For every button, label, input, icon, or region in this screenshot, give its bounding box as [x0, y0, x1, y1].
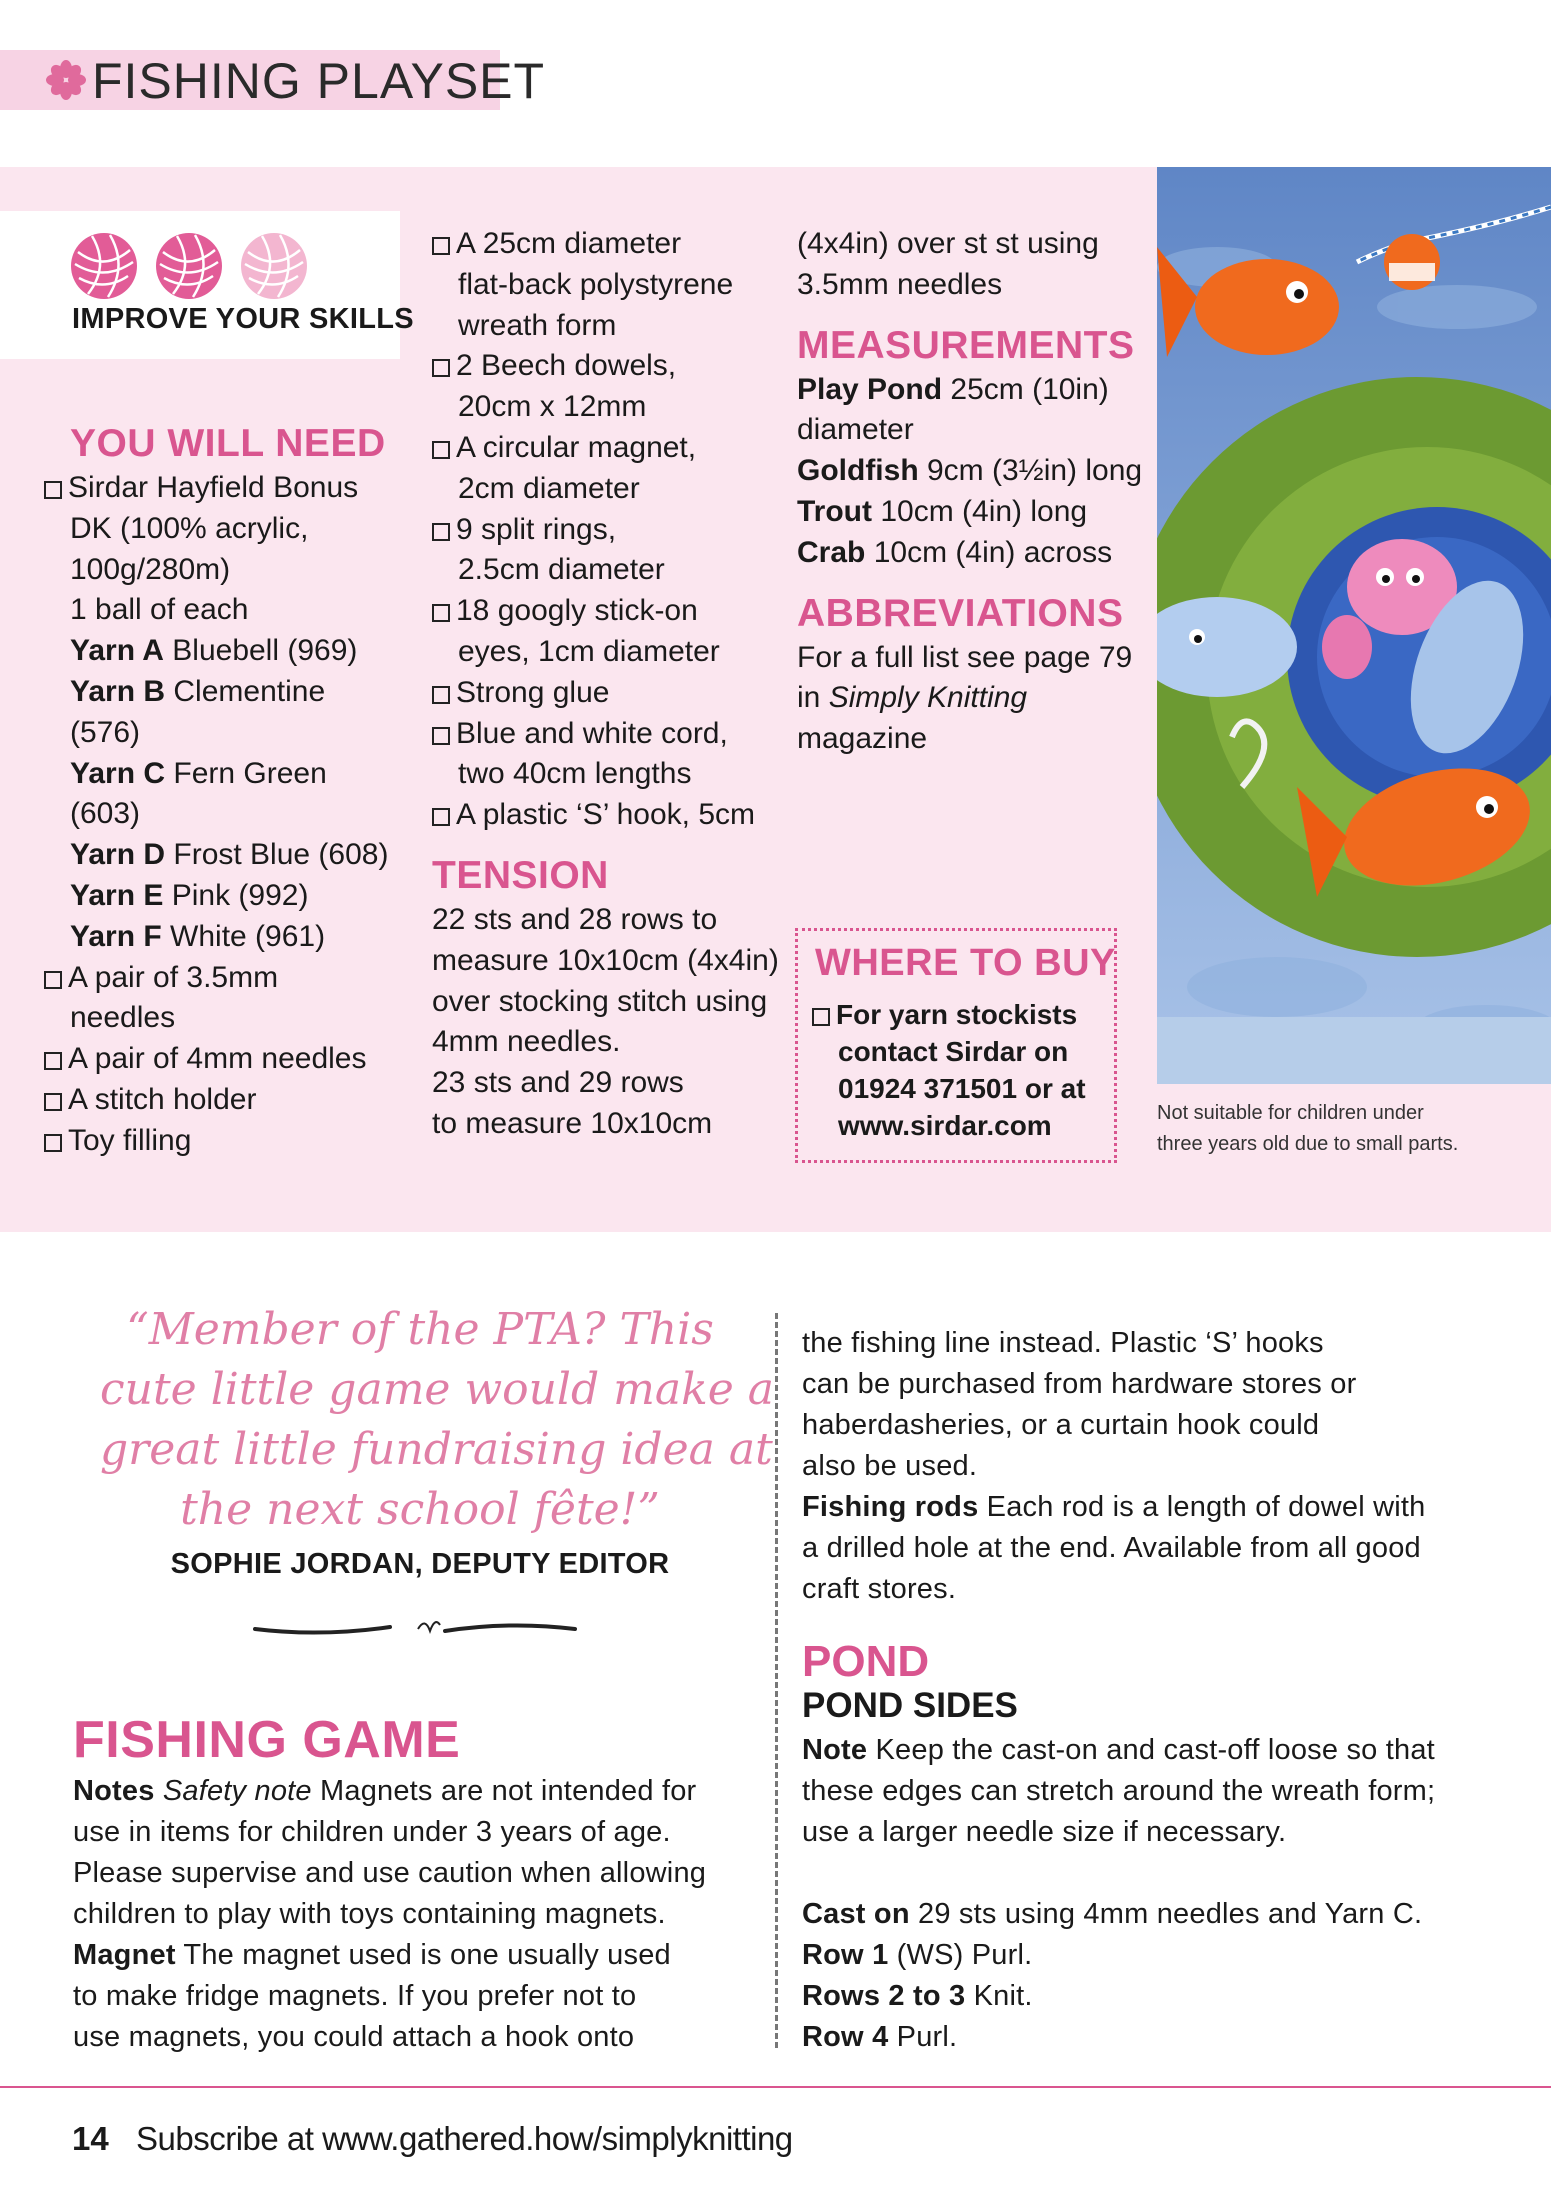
- tension-heading: TENSION: [432, 853, 609, 897]
- footer-rule: [0, 2086, 1551, 2088]
- list-item: 2 Beech dowels,: [432, 346, 772, 387]
- yarn-line: Yarn F White (961): [70, 919, 326, 953]
- yarn-ball-icon: [240, 232, 308, 300]
- tension-line: measure 10x10cm (4x4in): [432, 943, 779, 977]
- list-item: A pair of 4mm needles: [44, 1039, 410, 1080]
- tension-line: to measure 10x10cm: [432, 1106, 713, 1140]
- checkbox-icon: [432, 727, 450, 745]
- list-item: Toy filling: [44, 1121, 410, 1162]
- yarn-line: (603): [70, 797, 141, 831]
- checkbox-icon: [432, 686, 450, 704]
- list-item: Sirdar Hayfield Bonus: [44, 468, 410, 509]
- checkbox-icon: [44, 1134, 62, 1152]
- yarn-line: Yarn D Frost Blue (608): [70, 838, 389, 872]
- checkbox-icon: [44, 971, 62, 989]
- yarn-ball-icon: [155, 232, 223, 300]
- abbreviations-heading: ABBREVIATIONS: [797, 591, 1124, 635]
- photo-caption: Not suitable for children under three years old due to small parts.: [1157, 1102, 1459, 1155]
- right-column-text: the fishing line instead. Plastic ‘S’ hooks can be purchased from hardware stores or haberdasheries, or a curtain hook could also be used. Fishing rods Each rod is a length of dowel with a drilled hole at the end. Available from all good craft stores.: [802, 1327, 1426, 1605]
- list-item-cont: wreath form: [458, 308, 617, 342]
- measurement-line: Goldfish 9cm (3½in) long: [797, 454, 1143, 488]
- checkbox-icon: [432, 237, 450, 255]
- list-item: 9 split rings,: [432, 510, 772, 551]
- fishing-playset-photo: [1157, 167, 1551, 1084]
- list-item-cont: 100g/280m): [70, 552, 231, 586]
- measurement-line: Crab 10cm (4in) across: [797, 535, 1113, 569]
- pond-instructions: Note Keep the cast-on and cast-off loose so that these edges can stretch around the wreath form; use a larger needle size if necessary. Cast on 29 sts using 4mm needles and Yarn C. Row 1 (WS) Purl. Rows 2 to 3 Knit. Row 4 Purl.: [802, 1734, 1436, 2053]
- signature-swash-icon: [250, 1607, 580, 1647]
- abbreviations-line: For a full list see page 79: [797, 640, 1133, 674]
- page-number: 14: [72, 2120, 109, 2157]
- yarn-line: Yarn B Clementine: [70, 674, 326, 708]
- list-item: A plastic ‘S’ hook, 5cm: [432, 795, 772, 836]
- yarn-line: Yarn E Pink (992): [70, 878, 309, 912]
- list-item: A circular magnet,: [432, 428, 772, 469]
- sirdar-link[interactable]: www.sirdar.com: [838, 1110, 1052, 1141]
- list-item: Strong glue: [432, 673, 772, 714]
- measurements-heading: MEASUREMENTS: [797, 323, 1135, 367]
- checkbox-icon: [432, 604, 450, 622]
- checkbox-icon: [432, 359, 450, 377]
- checkbox-icon: [44, 1093, 62, 1111]
- measurement-line: Play Pond 25cm (10in): [797, 372, 1109, 406]
- list-item: A stitch holder: [44, 1080, 410, 1121]
- skills-label: IMPROVE YOUR SKILLS: [72, 303, 414, 335]
- measurement-line: Trout 10cm (4in) long: [797, 494, 1088, 528]
- flower-icon: [46, 60, 86, 100]
- tension-line: over stocking stitch using: [432, 984, 768, 1018]
- you-will-need-heading: YOU WILL NEED: [70, 422, 386, 465]
- list-item-cont: 2cm diameter: [458, 471, 640, 505]
- tension-line: 4mm needles.: [432, 1025, 621, 1059]
- page-title: FISHING PLAYSET: [92, 53, 546, 109]
- tension-line: 22 sts and 28 rows to: [432, 902, 718, 936]
- yarn-line: Yarn C Fern Green: [70, 756, 327, 790]
- pond-heading: POND: [802, 1637, 930, 1686]
- list-item: Blue and white cord,: [432, 714, 772, 755]
- list-item-cont: eyes, 1cm diameter: [458, 634, 720, 668]
- checkbox-icon: [44, 1052, 62, 1070]
- fishing-game-text: Notes Safety note Magnets are not intended for use in items for children under 3 years of age. Please supervise and use caution when allowing children to play with toys containing magnets. Magnet The magnet used is one usually used to make fridge magnets. If you prefer not to use magnets, you could attach a hook onto: [73, 1775, 707, 2053]
- materials-column: [432, 224, 779, 1145]
- list-item: 18 googly stick-on: [432, 591, 772, 632]
- list-item-cont: 20cm x 12mm: [458, 390, 647, 424]
- list-item-cont: two 40cm lengths: [458, 757, 692, 791]
- yarn-line: (576): [70, 715, 141, 749]
- yarn-ball-icon: [70, 232, 138, 300]
- list-item-cont: DK (100% acrylic,: [70, 511, 309, 545]
- tension-line: 3.5mm needles: [797, 267, 1003, 301]
- column-divider: [775, 1313, 778, 2048]
- list-item-cont: flat-back polystyrene: [458, 267, 734, 301]
- materials-list: [432, 224, 772, 836]
- tension-line: (4x4in) over st st using: [797, 227, 1099, 260]
- where-to-buy-heading: WHERE TO BUY: [815, 942, 1116, 984]
- yarn-line: Yarn A Bluebell (969): [70, 634, 358, 668]
- subscribe-link[interactable]: Subscribe at www.gathered.how/simplyknitting: [136, 2120, 793, 2157]
- fishing-game-heading: FISHING GAME: [73, 1711, 461, 1769]
- abbreviations-line: magazine: [797, 722, 928, 756]
- tension-line: 23 sts and 29 rows: [432, 1066, 684, 1100]
- checkbox-icon: [432, 441, 450, 459]
- abbreviations-line: in Simply Knitting: [797, 681, 1028, 715]
- pond-sides-heading: POND SIDES: [802, 1686, 1018, 1725]
- pull-quote: “Member of the PTA? This cute little game would make a great little fundraising idea at the next school fête!”: [100, 1304, 775, 1535]
- checkbox-icon: [812, 1008, 830, 1026]
- checkbox-icon: [432, 808, 450, 826]
- measurements-column: [797, 224, 1143, 760]
- list-item: A 25cm diameter: [432, 224, 772, 265]
- measurement-line: diameter: [797, 413, 914, 447]
- where-to-buy-text: For yarn stockists contact Sirdar on 01924 371501 or at www.sirdar.com: [812, 996, 1086, 1144]
- checkbox-icon: [44, 481, 62, 499]
- list-item-cont: 1 ball of each: [70, 593, 249, 627]
- list-item-cont: 2.5cm diameter: [458, 553, 665, 587]
- quote-attribution: SOPHIE JORDAN, DEPUTY EDITOR: [170, 1548, 670, 1580]
- list-item-cont: needles: [70, 1001, 176, 1035]
- list-item: A pair of 3.5mm: [44, 958, 410, 999]
- you-will-need-column: [70, 420, 410, 1162]
- checkbox-icon: [432, 523, 450, 541]
